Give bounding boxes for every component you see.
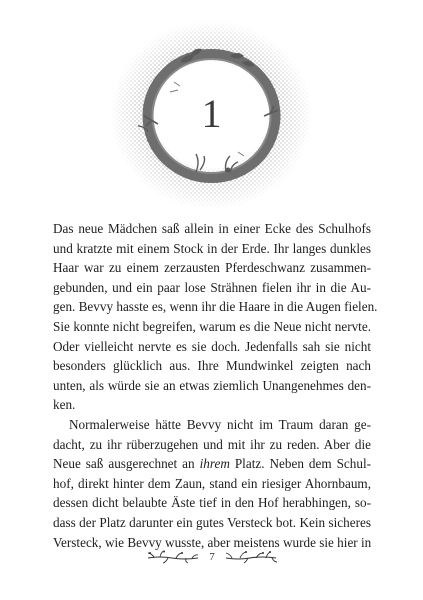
text-line: Versteck, wie Bevvy wusste, aber meistens wurde sie hier in (53, 534, 372, 550)
text-line: besonders glücklich aus. Ihre Mundwinkel zeigten nach (53, 358, 371, 374)
text-line: dessen dicht belaubte Äste tief in den Hof herabhingen, so- (53, 495, 371, 511)
text-line: Normalerweise hätte Bevvy nicht im Traum daran ge- (69, 416, 371, 432)
text-line: Haar war zu einem zerzausten Pferdeschwanz zusammen- (53, 260, 371, 276)
text-line: Das neue Mädchen saß allein in einer Ecke des Schulhofs (53, 221, 371, 236)
text-line: gebunden, und ein paar lose Strähnen fielen ihr in die Au- (53, 279, 371, 295)
chapter-emblem (110, 20, 313, 210)
text-line: Sie konnte nicht begreifen, warum es die Neue nicht nervte. (53, 318, 371, 334)
text-line: und kratzte mit einem Stock in der Erde. Ihr langes dunkles (53, 240, 371, 256)
text-line: dass der Platz darunter ein gutes Versteck bot. Kein sicheres (53, 514, 371, 530)
chapter-text (53, 219, 378, 552)
branch-ornament-icon (224, 550, 278, 564)
page-number: 7 (209, 551, 215, 563)
text-line: gen. Bevvy hasste es, wenn ihr die Haare in die Augen fielen. (53, 299, 378, 315)
page-footer (0, 548, 423, 568)
text-line: ken. (53, 397, 76, 413)
text-line: dacht, zu ihr rüberzugehen und mit ihr zu reden. Aber die (53, 436, 371, 452)
emphasis-text: ihrem (199, 456, 230, 472)
branch-ornament-icon (146, 550, 200, 564)
text-segment: Neue saß ausgerechnet an (53, 456, 200, 472)
text-line (53, 454, 371, 474)
text-line: unten, als würde sie an etwas ziemlich Unangenehmes den- (53, 377, 371, 393)
chapter-number: 1 (201, 91, 222, 136)
text-line: Oder vielleicht nervte es sie doch. Jedenfalls sah sie nicht (53, 338, 371, 354)
text-line: hof, direkt hinter dem Zaun, stand ein riesiger Ahornbaum, (53, 475, 371, 491)
text-segment: Platz. Neben dem Schul- (229, 456, 371, 472)
